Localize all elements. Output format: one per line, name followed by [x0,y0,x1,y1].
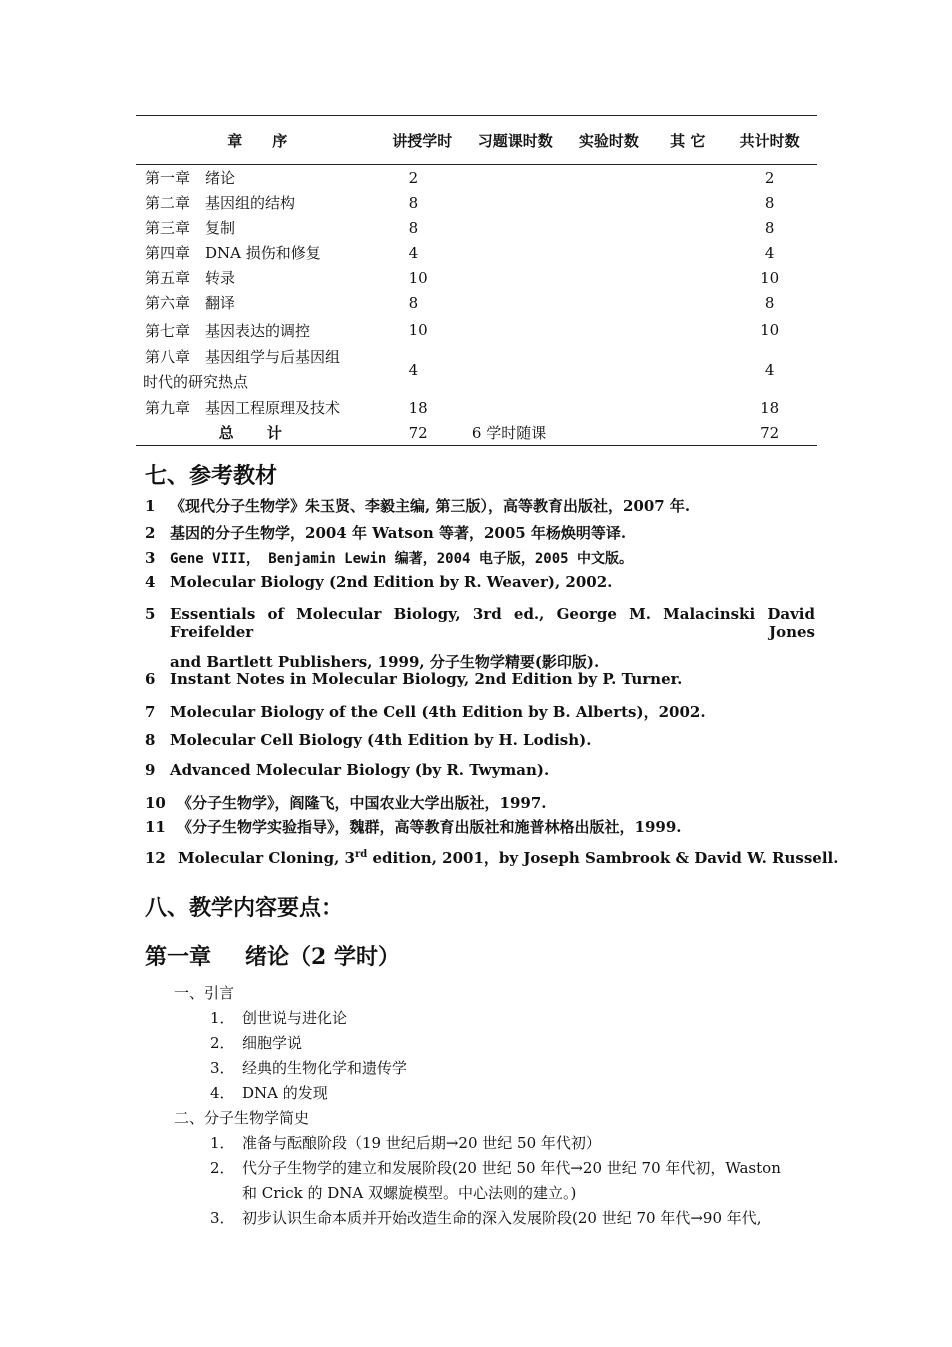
ref-number: 7 [145,703,156,721]
cell-lab [564,165,653,191]
cell-other [653,215,722,240]
ref-text: Molecular Cell Biology (4th Edition by H. Lodish). [170,731,592,749]
list-item [145,761,549,779]
list-item [145,816,681,837]
cell-exercise [466,345,565,395]
item-text: 初步认识生命本质并开始改造生命的深入发展阶段(20 世纪 70 年代→90 年代, [242,1209,762,1227]
outline-part1-title: 一、引言 [174,984,235,1002]
cell-chapter: 第九章 基因工程原理及技术 [145,399,341,417]
item-number: 3． [210,1209,235,1227]
cell-chapter: 第七章 基因表达的调控 [145,321,311,340]
list-item [210,1007,347,1028]
cell-lecture: 4 [408,361,419,379]
ref-number: 12 [145,849,166,867]
cell-sum-other [653,420,722,446]
cell-exercise [466,215,565,240]
table-row [136,395,817,420]
ref-number: 10 [145,794,166,812]
item-number: 1． [210,1134,235,1152]
cell-other [653,290,722,315]
cell-other [653,315,722,345]
ref-text: Advanced Molecular Biology (by R. Twyman). [170,761,550,779]
item-number: 4． [210,1084,235,1102]
section8-heading: 八、教学内容要点： [145,895,344,921]
chapter1-label: 第一章 [145,944,212,970]
list-item [210,1057,407,1078]
list-item [145,495,690,516]
cell-lecture: 8 [408,218,419,237]
chapter1-title: 绪论（2 学时） [245,944,400,970]
table-row [136,165,817,191]
cell-exercise [466,240,565,265]
ref-text [178,849,838,867]
cell-chapter: 第一章 绪论 [145,169,236,187]
cell-total: 18 [760,398,780,417]
cell-exercise [466,315,565,345]
item-number: 2． [210,1034,235,1052]
ref-text: 《分子生物学》，阎隆飞，中国农业大学出版社，1997. [177,794,547,812]
list-item [145,731,591,749]
cell-exercise [466,290,565,315]
table-row [136,215,817,240]
cell-other [653,165,722,191]
cell-other [653,190,722,215]
list-item [145,548,633,568]
cell-exercise [466,190,565,215]
cell-exercise [466,395,565,420]
chapter1-heading [145,940,400,971]
ref-text: 《分子生物学实验指导》，魏群，高等教育出版社和施普林格出版社，1999. [177,818,682,836]
ref-text-line2: and Bartlett Publishers, 1999, 分子生物学精要(影印版). [170,653,600,671]
list-item [145,605,815,672]
ref-number: 1 [145,497,156,515]
cell-chapter-line2: 时代的研究热点 [143,373,249,391]
ref-text: 基因的分子生物学，2004 年 Watson 等著，2005 年杨焕明等译. [170,524,627,542]
ref-number: 6 [145,670,156,688]
item-text: 准备与酝酿阶段（19 世纪后期→20 世纪 50 年代初） [242,1134,601,1152]
cell-lab [564,345,653,395]
ref-number: 4 [145,573,156,591]
ref-number: 5 [145,605,156,623]
item-text-line2: 和 Crick 的 DNA 双螺旋模型。中心法则的建立。) [242,1184,577,1202]
header-total: 共计时数 [722,116,817,165]
cell-lab [564,290,653,315]
cell-chapter: 第五章 转录 [145,269,236,287]
item-text: DNA 的发现 [242,1084,328,1102]
cell-total: 4 [764,361,775,379]
item-number: 1． [210,1009,235,1027]
cell-other [653,395,722,420]
list-item [145,847,838,868]
cell-lecture: 8 [408,293,419,312]
cell-chapter: 第三章 复制 [145,219,236,237]
outline-part2-title: 二、分子生物学简史 [174,1109,310,1127]
cell-lecture: 10 [408,268,428,287]
cell-lab [564,265,653,290]
ref-text: Molecular Biology of the Cell (4th Edition by B. Alberts)，2002. [170,703,706,721]
item-number: 3． [210,1059,235,1077]
cell-lab [564,315,653,345]
cell-chapter: 第四章 DNA 损伤和修复 [145,244,321,262]
header-exercise: 习题课时数 [466,116,565,165]
cell-lab [564,190,653,215]
cell-lecture: 4 [408,243,419,262]
cell-total: 10 [760,321,780,339]
cell-sum-total: 72 [722,420,817,446]
cell-lecture: 8 [408,193,419,212]
ref-number: 2 [145,524,156,542]
cell-total: 8 [764,193,775,212]
list-item [145,792,546,813]
ref-text-sup: rd [354,849,368,860]
item-text: 细胞学说 [242,1034,303,1052]
cell-chapter-line1: 第八章 基因组学与后基因组 [145,348,341,366]
section7-heading: 七、参考教材 [145,463,278,489]
list-item [210,1032,302,1053]
ref-text: Gene VIII， Benjamin Lewin 编著，2004 电子版，2005 中文版。 [170,551,634,567]
cell-total: 8 [764,218,775,237]
header-lab: 实验时数 [564,116,653,165]
item-text: 创世说与进化论 [242,1009,348,1027]
ref-text-line1: Essentials of Molecular Biology, 3rd ed., George M. Malacinski David Freifelder Jones [170,605,815,641]
header-chapter: 章 序 [136,116,379,165]
cell-other [653,345,722,395]
ref-number: 11 [145,818,166,836]
cell-other [653,265,722,290]
list-item [210,1082,328,1103]
list-item [210,1207,762,1228]
table-row [136,345,817,395]
ref-number: 3 [145,549,156,567]
ref-text-pre: Molecular Cloning, 3 [178,849,355,867]
cell-total: 2 [764,168,775,187]
ref-number: 8 [145,731,156,749]
cell-sum-label: 总 计 [136,420,379,446]
list-item [145,522,626,543]
cell-lecture: 10 [408,321,428,339]
ref-text: Molecular Biology (2nd Edition by R. Weaver), 2002. [170,573,613,591]
table-row [136,240,817,265]
cell-sum-exercise: 6 学时随课 [466,420,653,446]
table-row [136,315,817,345]
cell-total: 10 [760,268,780,287]
cell-exercise [466,265,565,290]
cell-other [653,240,722,265]
table-row [136,265,817,290]
cell-lab [564,240,653,265]
item-text-line1: 代分子生物学的建立和发展阶段(20 世纪 50 年代→20 世纪 70 年代初，Waston [242,1159,781,1177]
header-other: 其 它 [653,116,722,165]
table-row [136,190,817,215]
ref-number: 9 [145,761,156,779]
cell-lecture: 18 [408,398,428,417]
table-header-row [136,116,817,165]
cell-exercise [466,165,565,191]
cell-lab [564,395,653,420]
cell-lab [564,215,653,240]
cell-lecture: 2 [408,168,419,187]
cell-chapter: 第六章 翻译 [145,294,236,312]
table-row [136,290,817,315]
header-lecture: 讲授学时 [379,116,466,165]
cell-chapter: 第二章 基因组的结构 [145,194,296,212]
ref-text: Instant Notes in Molecular Biology, 2nd Edition by P. Turner. [170,670,683,688]
cell-sum-lecture: 72 [379,420,466,446]
table-sum-row [136,420,817,446]
cell-chapter [136,345,379,395]
item-number: 2． [210,1159,235,1177]
item-text: 经典的生物化学和遗传学 [242,1059,408,1077]
list-item [145,701,706,722]
list-item [210,1132,601,1153]
list-item [145,573,612,591]
ref-text-post: edition, 2001，by Joseph Sambrook & David W. Russell. [367,849,839,867]
cell-total: 4 [764,243,775,262]
ref-text: 《现代分子生物学》朱玉贤、李毅主编, 第三版），高等教育出版社，2007 年. [170,497,691,515]
hours-table [136,115,817,446]
list-item [210,1157,781,1178]
list-item [145,670,682,688]
cell-total: 8 [764,293,775,312]
